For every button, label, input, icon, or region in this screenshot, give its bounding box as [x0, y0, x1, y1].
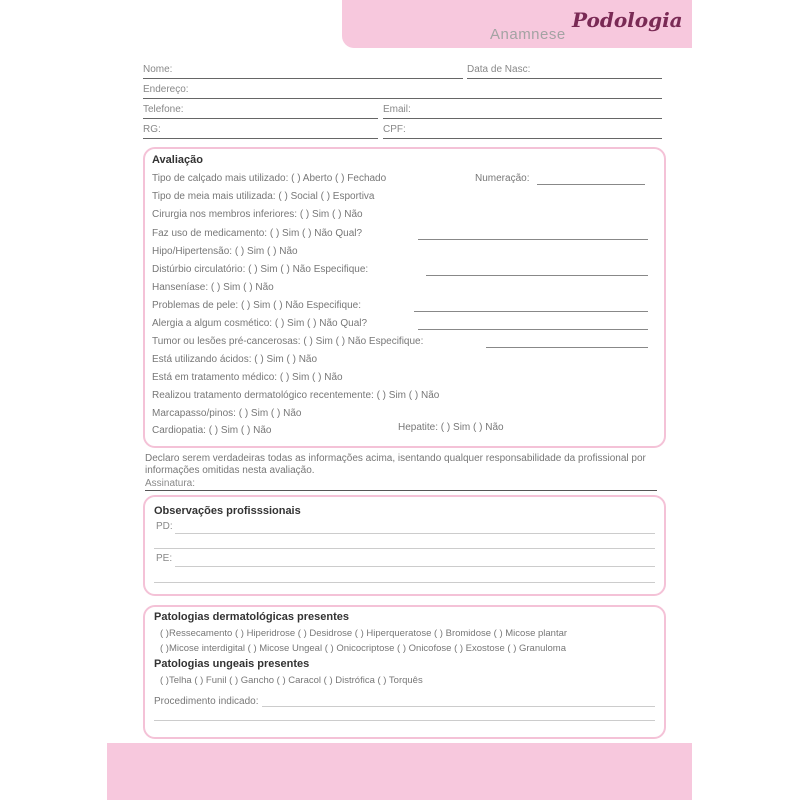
evaluation-title: Avaliação [152, 154, 203, 166]
signature-field[interactable] [145, 478, 657, 491]
name-field[interactable] [143, 64, 463, 79]
evaluation-row[interactable]: Está em tratamento médico: ( ) Sim ( ) Não [152, 372, 343, 383]
pd-label: PD: [156, 521, 173, 532]
evaluation-row[interactable]: Tumor ou lesões pré-cancerosas: ( ) Sim ( ) Não Especifique: [152, 336, 424, 347]
pe-line-2[interactable] [154, 582, 655, 583]
tumor-line[interactable] [486, 347, 648, 348]
evaluation-row[interactable]: Marcapasso/pinos: ( ) Sim ( ) Não [152, 408, 302, 419]
evaluation-row[interactable]: Alergia a algum cosmético: ( ) Sim ( ) Não Qual? [152, 318, 368, 329]
dermatological-options-2[interactable]: ( )Micose interdigital ( ) Micose Ungeal ( ) Onicocriptose ( ) Onicofose ( ) Exostose ( ) Granuloma [160, 643, 566, 654]
rg-field[interactable] [143, 124, 378, 139]
dermatological-title: Patologias dermatológicas presentes [154, 611, 350, 623]
name-label: Nome: [143, 64, 173, 75]
procedure-line-1[interactable] [262, 706, 655, 707]
phone-label: Telefone: [143, 104, 184, 115]
address-field[interactable] [143, 84, 662, 99]
evaluation-row[interactable]: Cirurgia nos membros inferiores: ( ) Sim ( ) Não [152, 209, 363, 220]
rg-label: RG: [143, 124, 161, 135]
pd-line-1[interactable] [175, 533, 655, 534]
pe-label: PE: [156, 553, 173, 564]
shoe-size-line[interactable] [537, 184, 645, 185]
shoe-size-label: Numeração: [475, 173, 530, 184]
cpf-label: CPF: [383, 124, 406, 135]
email-field[interactable] [383, 104, 662, 119]
cpf-field[interactable] [383, 124, 662, 139]
declaration-text: Declaro serem verdadeiras todas as informações acima, isentando qualquer responsabilidade da profissional por informações omitidas nesta avaliação. [145, 453, 646, 476]
circulatory-line[interactable] [426, 275, 648, 276]
evaluation-row[interactable]: Está utilizando ácidos: ( ) Sim ( ) Não [152, 354, 318, 365]
form-subtitle: Anamnese [490, 26, 566, 43]
nail-options[interactable]: ( )Telha ( ) Funil ( ) Gancho ( ) Caracol ( ) Distrófica ( ) Torquês [160, 675, 423, 686]
nail-pathologies-title: Patologias ungeais presentes [154, 658, 310, 670]
procedure-line-2[interactable] [154, 720, 655, 721]
birthdate-field[interactable] [467, 64, 662, 79]
allergy-line[interactable] [418, 329, 648, 330]
birthdate-label: Data de Nasc: [467, 64, 531, 75]
skin-problems-line[interactable] [414, 311, 648, 312]
phone-field[interactable] [143, 104, 378, 119]
pathologies-box [143, 605, 666, 739]
pe-line-1[interactable] [175, 566, 655, 567]
evaluation-row[interactable]: Problemas de pele: ( ) Sim ( ) Não Especifique: [152, 300, 361, 311]
dermatological-options-1[interactable]: ( )Ressecamento ( ) Hiperidrose ( ) Desidrose ( ) Hiperqueratose ( ) Bromidose ( ) Micose plantar [160, 628, 568, 639]
address-label: Endereço: [143, 84, 189, 95]
procedure-label: Procedimento indicado: [154, 696, 259, 707]
evaluation-row[interactable]: Realizou tratamento dermatológico recentemente: ( ) Sim ( ) Não [152, 390, 440, 401]
evaluation-row[interactable]: Tipo de meia mais utilizada: ( ) Social ( ) Esportiva [152, 191, 375, 202]
evaluation-row[interactable]: Tipo de calçado mais utilizado: ( ) Aberto ( ) Fechado [152, 173, 387, 184]
footer-band [107, 743, 692, 800]
professional-notes-title: Observações profisssionais [154, 505, 301, 517]
evaluation-row[interactable]: Faz uso de medicamento: ( ) Sim ( ) Não Qual? [152, 228, 363, 239]
brand-logo-text: Podologia [572, 8, 683, 32]
evaluation-row[interactable]: Cardiopatia: ( ) Sim ( ) Não [152, 425, 272, 436]
pd-line-2[interactable] [154, 548, 655, 549]
signature-label: Assinatura: [145, 478, 196, 489]
evaluation-row[interactable]: Distúrbio circulatório: ( ) Sim ( ) Não Especifique: [152, 264, 369, 275]
hepatitis-row[interactable]: Hepatite: ( ) Sim ( ) Não [398, 422, 504, 433]
email-label: Email: [383, 104, 411, 115]
evaluation-row[interactable]: Hanseníase: ( ) Sim ( ) Não [152, 282, 274, 293]
medication-line[interactable] [418, 239, 648, 240]
evaluation-row[interactable]: Hipo/Hipertensão: ( ) Sim ( ) Não [152, 246, 298, 257]
